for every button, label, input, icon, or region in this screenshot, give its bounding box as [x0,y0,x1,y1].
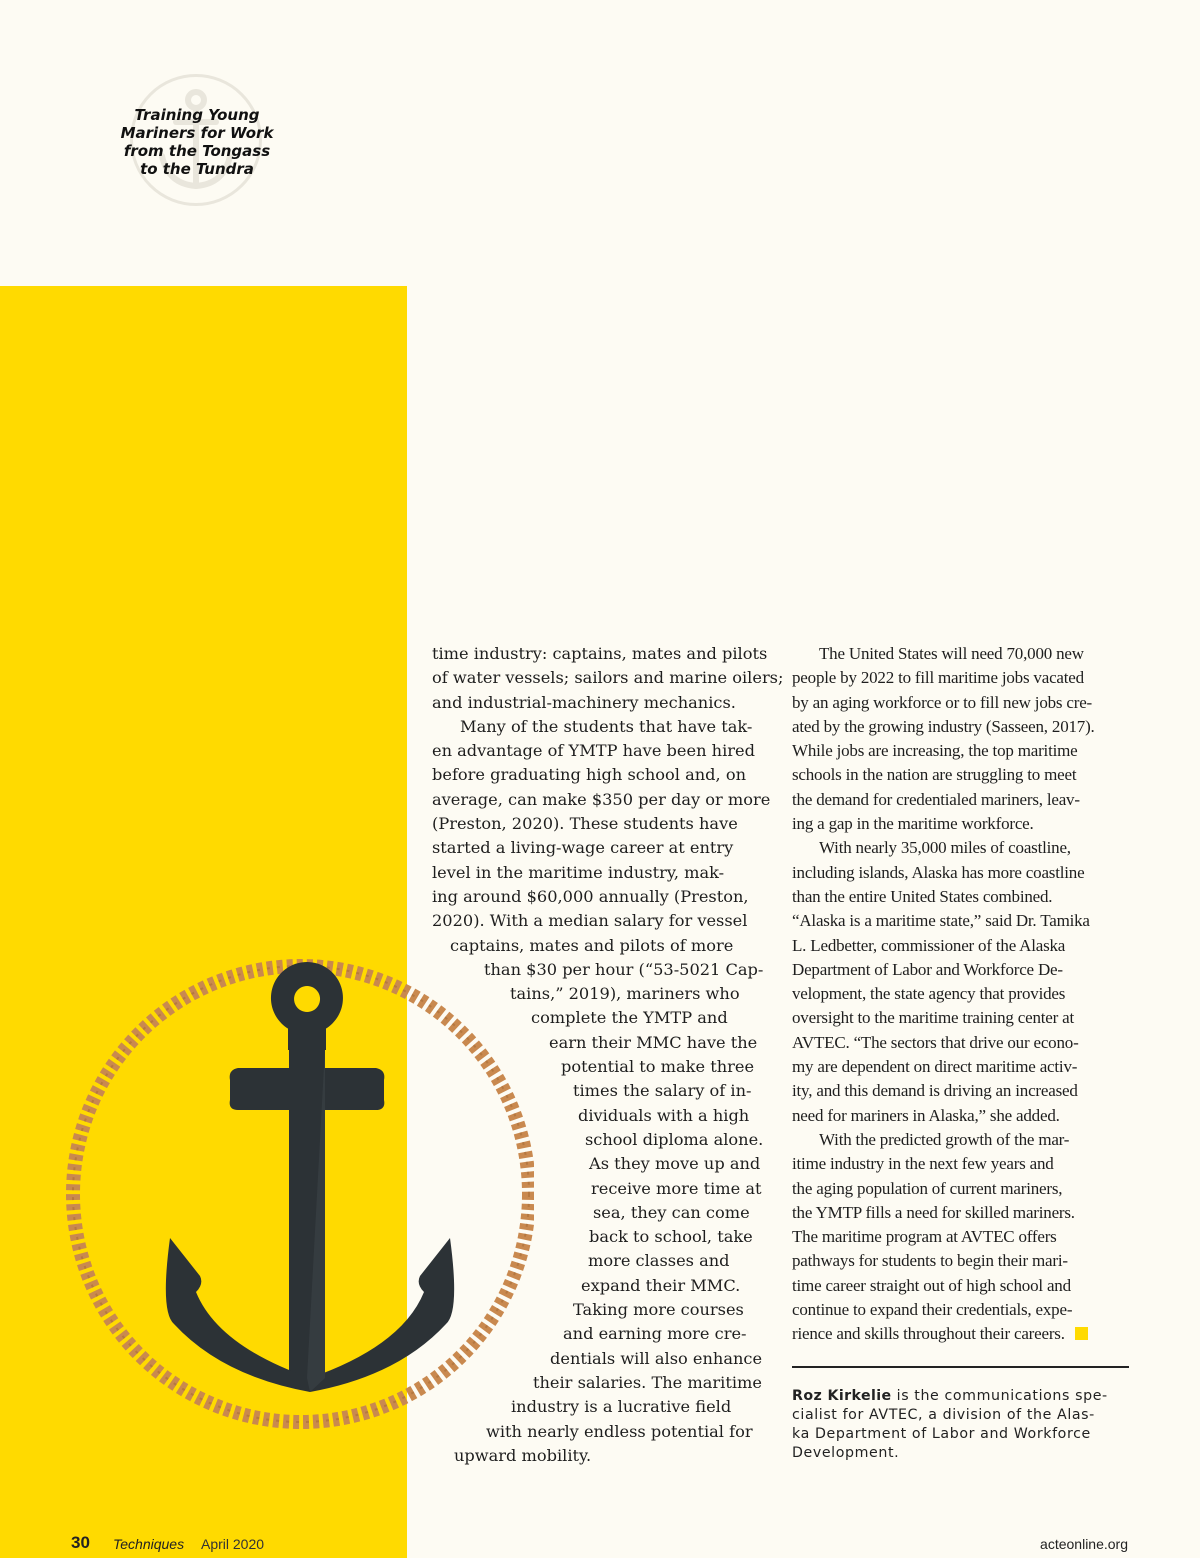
text-line: velopment, the state agency that provides [792,984,1066,1004]
text-line: time career straight out of high school and [792,1275,1071,1295]
text-line: With the predicted growth of the mar- [819,1129,1070,1149]
article-title [106,106,288,178]
text-line: L. Ledbetter, commissioner of the Alaska [792,935,1066,955]
text-line: sea, they can come [593,1202,750,1222]
bio-line: ka Department of Labor and Workforce [792,1426,1091,1442]
text-line: need for mariners in Alaska,” she added. [792,1105,1060,1125]
title-line: from the Tongass [123,142,271,160]
text-line: level in the maritime industry, mak- [432,862,725,882]
text-line: itime industry in the next few years and [792,1154,1054,1174]
text-line: tains,” 2019), mariners who [510,984,740,1004]
text-line: more classes and [588,1251,730,1271]
text-line: with nearly endless potential for [486,1421,753,1441]
title-line: to the Tundra [140,160,254,178]
magazine-name: Techniques [113,1536,185,1552]
text-line: dividuals with a high [578,1105,750,1125]
text-line: potential to make three [561,1057,755,1077]
text-line: ity, and this demand is driving an increased [792,1081,1078,1101]
text-line: their salaries. The maritime [533,1372,762,1392]
website-link[interactable]: acteonline.org [1040,1536,1128,1552]
text-line: While jobs are increasing, the top maritime [792,741,1078,761]
text-line: captains, mates and pilots of more [450,935,734,955]
bio-line: cialist for AVTEC, a division of the Alas- [792,1407,1095,1423]
text-line: before graduating high school and, on [432,765,746,785]
text-line: The maritime program at AVTEC offers [792,1227,1057,1247]
text-line: earn their MMC have the [549,1032,758,1052]
text-line: continue to expand their credentials, expe- [792,1300,1073,1320]
text-line: and earning more cre- [563,1324,747,1344]
bio-line: Roz Kirkelie is the communications spe- [792,1388,1108,1404]
text-line: industry is a lucrative field [511,1397,732,1417]
text-line: As they move up and [589,1154,761,1174]
text-line: the aging population of current mariners, [792,1178,1063,1198]
title-line: Mariners for Work [120,124,274,142]
divider-rule [792,1366,1129,1368]
text-line: complete the YMTP and [531,1008,728,1028]
text-line: With nearly 35,000 miles of coastline, [819,838,1071,858]
text-line: expand their MMC. [581,1275,741,1295]
text-line: than the entire United States combined. [792,886,1053,906]
text-line: Department of Labor and Workforce De- [792,959,1063,979]
text-line: “Alaska is a maritime state,” said Dr. Tamika [792,911,1090,931]
text-line: ing around $60,000 annually (Preston, [432,886,749,906]
text-line: the YMTP fills a need for skilled mariners. [792,1202,1075,1222]
text-line: ing a gap in the maritime workforce. [792,814,1034,834]
author-bio [792,1387,1137,1463]
text-line: rience and skills throughout their careers. [792,1322,1137,1346]
text-line: by an aging workforce or to fill new jobs cre- [792,692,1093,712]
text-line: upward mobility. [454,1445,592,1465]
issue-date: April 2020 [201,1536,265,1552]
text-line: school diploma alone. [585,1129,764,1149]
title-line: Training Young [134,106,260,124]
text-line: including islands, Alaska has more coastline [792,862,1085,882]
text-line: AVTEC. “The sectors that drive our econo- [792,1032,1079,1052]
text-line: schools in the nation are struggling to meet [792,765,1077,785]
body-column-1 [420,642,784,1468]
text-line: Taking more courses [573,1300,744,1320]
text-line: 2020). With a median salary for vessel [432,911,748,931]
text-line: time industry: captains, mates and pilots [432,644,768,663]
page-number: 30 [71,1533,90,1552]
bio-line: Development. [792,1445,900,1461]
text-line: back to school, take [589,1227,753,1247]
text-line: pathways for students to begin their mari- [792,1251,1068,1271]
text-line: of water vessels; sailors and marine oilers; [432,668,784,688]
text-line: receive more time at [591,1178,762,1198]
text-line: the demand for credentialed mariners, leav- [792,789,1080,809]
end-mark-icon [1075,1327,1088,1340]
text-line: (Preston, 2020). These students have [432,814,738,834]
text-line: than $30 per hour (“53-5021 Cap- [484,959,764,979]
text-line: Many of the students that have tak- [460,716,753,736]
body-column-2 [792,642,1137,1347]
text-line: ated by the growing industry (Sasseen, 2017). [792,716,1095,736]
text-line: average, can make $350 per day or more [432,789,771,809]
text-line: The United States will need 70,000 new [819,644,1084,663]
text-line: oversight to the maritime training center at [792,1008,1074,1028]
text-line: and industrial-machinery mechanics. [432,692,736,712]
text-line: times the salary of in- [573,1081,752,1101]
author-name: Roz Kirkelie [792,1388,892,1404]
text-line: en advantage of YMTP have been hired [432,741,755,761]
text-line: people by 2022 to fill maritime jobs vacated [792,668,1084,688]
text-line: started a living-wage career at entry [432,838,734,858]
text-line: dentials will also enhance [550,1348,763,1368]
text-line: my are dependent on direct maritime activ- [792,1057,1078,1077]
